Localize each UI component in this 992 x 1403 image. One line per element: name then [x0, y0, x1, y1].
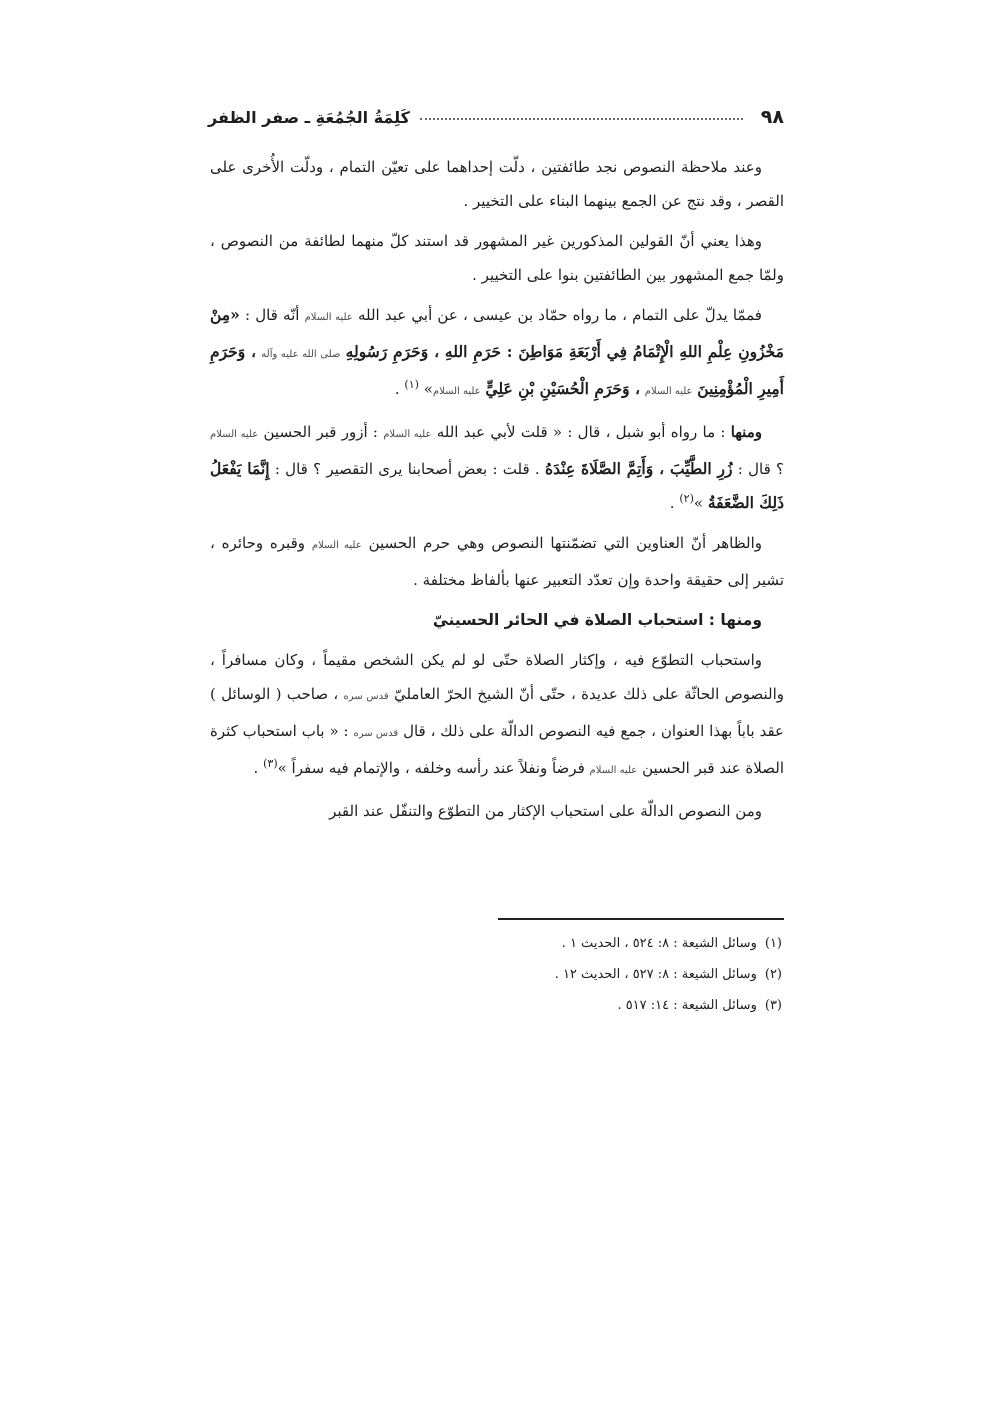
paragraph-5-b: وقبره وحائره ، تشير إلى حقيقة واحدة وإن تعدّد التعبير عنها بألفاظ مختلفة .	[210, 534, 784, 589]
footnote-number: (٢)	[764, 967, 782, 982]
footnote-number: (٣)	[764, 998, 782, 1013]
honorific-quddisa-sirruh: قدس سره	[343, 691, 389, 702]
paragraph-6	[210, 643, 784, 788]
paragraph-2: وهذا يعني أنّ القولين المذكورين غير المشهور قد استند كلّ منهما لطائفة من النصوص ، ولمّا جمع المشهور بين الطائفتين بنوا على التخيير .	[210, 232, 784, 284]
honorific-alayhi-salam: عليه السلام	[644, 386, 693, 397]
footnote-ref-2[interactable]: (٢)	[679, 492, 694, 505]
footnote-separator	[498, 918, 784, 920]
paragraph-4-tail: .	[669, 494, 680, 512]
paragraph-3	[210, 298, 784, 409]
footnote-text: وسائل الشيعة : ٨: ٥٢٤ ، الحديث ١ .	[561, 936, 757, 951]
header-title: كَلِمَةُ الجُمُعَةِ ـ صفر الظفر	[208, 107, 410, 127]
honorific-alayhi-salam: عليه السلام	[304, 312, 353, 323]
paragraph-6-a: واستحباب التطوّع فيه ، وإكثار الصلاة حتّى لو لم يكن الشخص مقيماً ، وكان مسافراً ، والنصوص الحاثّة على ذلك عديدة ، حتّى أنّ الشيخ الحرّ العامليّ	[210, 651, 784, 703]
honorific-quddisa-sirruh: قدس سره	[353, 728, 399, 739]
paragraph-4-a: : ما رواه أبو شبل ، قال : « قلت لأبي عبد الله	[436, 423, 726, 441]
hadith-quote-1a: «مِنْ مَخْزُونِ عِلْمِ اللهِ الْإِتْمَامُ فِي أَرْبَعَةِ مَوَاطِنَ : حَرَمِ اللهِ ، وَحَرَمِ رَسُولِهِ	[210, 305, 784, 361]
paragraph-4-lead: ومنها	[730, 423, 762, 441]
honorific-salla-allah: صلى الله عليه وآله	[261, 349, 341, 360]
footnote-ref-3[interactable]: (٣)	[263, 757, 278, 770]
honorific-alayhi-salam: عليه السلام	[432, 386, 481, 397]
hadith-quote-2a: زُرِ الطَّيِّبَ ، وَأَتِمَّ الصَّلَاةَ عِنْدَهُ	[544, 459, 733, 478]
honorific-alayhi-salam: عليه السلام	[311, 540, 362, 551]
footnote-1	[210, 928, 784, 959]
paragraph-1: وعند ملاحظة النصوص نجد طائفتين ، دلّت إحداهما على تعيّن التمام ، ودلّت الأُخرى على القصر ، وقد نتج عن الجمع بينهما البناء على التخيير .	[210, 158, 784, 210]
quote-close: »	[693, 494, 708, 512]
hadith-quote-2b: إِنَّمَا يَفْعَلُ ذَلِكَ الضَّعَفَةُ	[210, 459, 784, 512]
paragraph-3-tail: .	[394, 380, 405, 398]
footnote-2	[210, 959, 784, 990]
hadith-quote-1c: ، وَحَرَمِ الْحُسَيْنِ بْنِ عَلِيٍّ	[485, 379, 640, 398]
page-number: ٩٨	[760, 106, 784, 128]
paragraph-6-d: فرضاً ونفلاً عند رأسه وخلفه ، والإتمام فيه سفراً »	[277, 759, 585, 777]
paragraph-4-d: . قلت : بعض أصحابنا يرى التقصير ؟ قال :	[274, 460, 540, 478]
footnote-ref-1[interactable]: (١)	[404, 378, 419, 391]
paragraph-4	[210, 415, 784, 520]
paragraph-3-intro-after: أنّه قال :	[244, 306, 300, 324]
paragraph-5	[210, 526, 784, 597]
honorific-alayhi-salam: عليه السلام	[589, 765, 638, 776]
main-text	[210, 150, 784, 834]
footnote-text: وسائل الشيعة : ٨: ٥٢٧ ، الحديث ١٢ .	[554, 967, 757, 982]
paragraph-4-b: : أزور قبر الحسين	[263, 423, 378, 441]
paragraph-6-tail: .	[253, 759, 264, 777]
section-heading: ومنها : استحباب الصلاة في الحائر الحسينيّ	[432, 611, 762, 629]
header-dotted-leader	[420, 118, 743, 120]
paragraph-4-c: ؟ قال :	[737, 460, 784, 478]
honorific-alayhi-salam: عليه السلام	[383, 429, 432, 440]
running-header	[208, 100, 784, 134]
hadith-quote-1b: ، وَحَرَمِ أَمِيرِ الْمُؤْمِنِينَ	[210, 342, 784, 398]
honorific-alayhi-salam: عليه السلام	[210, 429, 259, 440]
paragraph-3-intro: فممّا يدلّ على التمام ، ما رواه حمّاد بن عيسى ، عن أبي عبد الله	[357, 306, 762, 324]
paragraph-7: ومن النصوص الدالّة على استحباب الإكثار من التطوّع والتنفّل عند القبر	[329, 802, 762, 820]
paragraph-5-a: والظاهر أنّ العناوين التي تضمّنتها النصوص وهي حرم الحسين	[368, 534, 762, 552]
footnote-number: (١)	[764, 936, 782, 951]
quote-close: »	[418, 380, 433, 398]
footnotes	[210, 928, 784, 1021]
paragraph-6-c: : « باب استحباب كثرة الصلاة عند قبر الحسين	[210, 722, 784, 777]
footnote-text: وسائل الشيعة : ١٤: ٥١٧ .	[617, 998, 757, 1013]
footnote-3	[210, 990, 784, 1021]
paragraph-6-b: ، صاحب ( الوسائل ) عقد باباً بهذا العنوان ، جمع فيه النصوص الدالّة على ذلك ، قال	[210, 685, 784, 740]
